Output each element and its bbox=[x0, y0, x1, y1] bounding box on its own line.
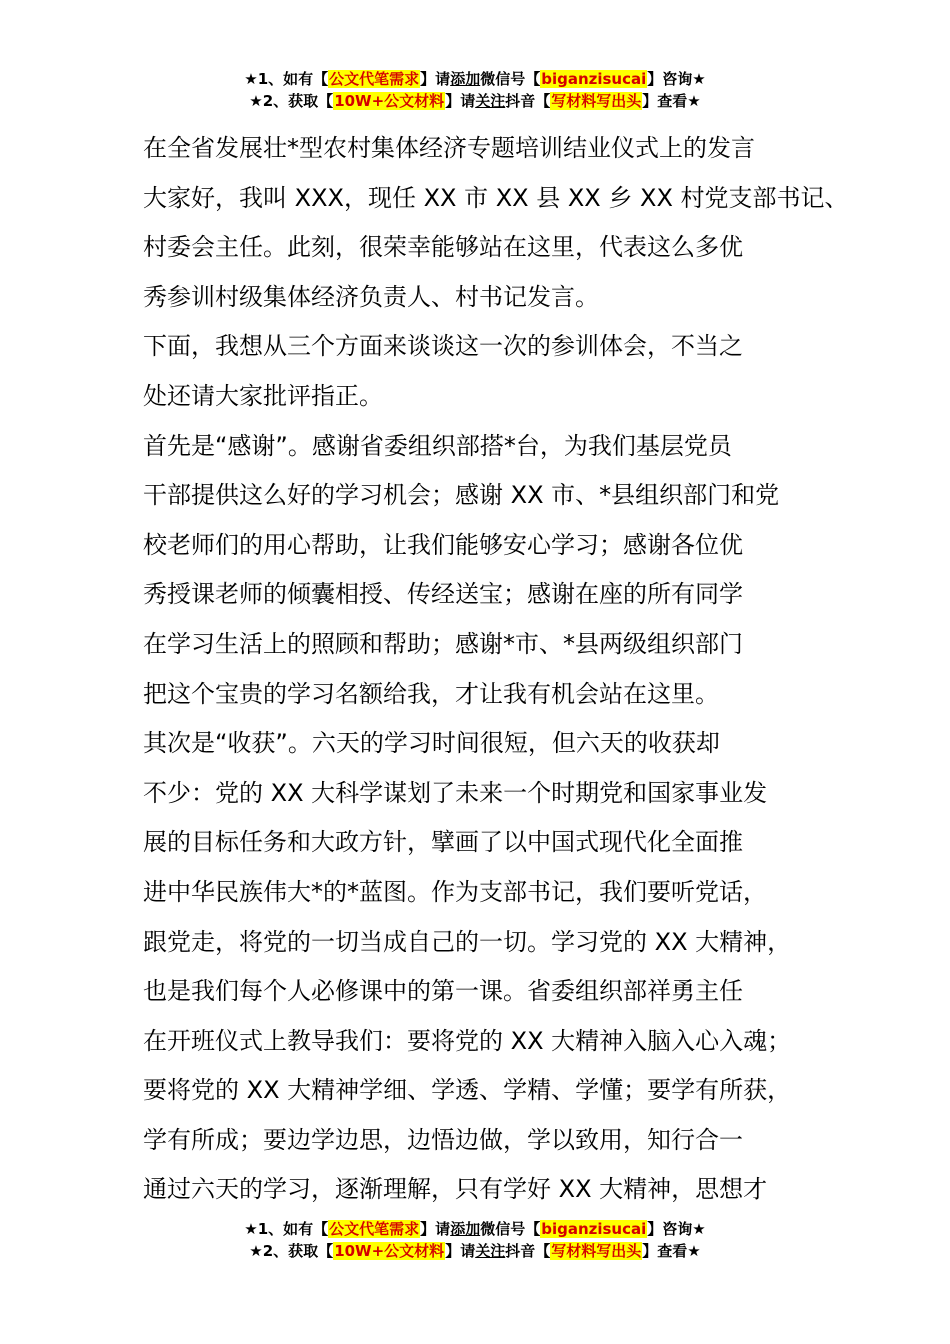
banner-text: 抖音【 bbox=[505, 1242, 551, 1260]
banner-line-1 bbox=[0, 1218, 950, 1240]
banner-text: 】请 bbox=[445, 1242, 476, 1260]
text-line: 进中华民族伟大*的*蓝图。作为支部书记，我们要听党话， bbox=[143, 877, 767, 906]
text-line: 干部提供这么好的学习机会；感谢 XX 市、*县组织部门和党 bbox=[143, 481, 780, 510]
banner-text: ★1、如有【 bbox=[244, 70, 329, 88]
underlined-word: 关注 bbox=[475, 1242, 506, 1260]
underlined-word: 添加 bbox=[450, 1220, 481, 1238]
text-line: 通过六天的学习，逐渐理解，只有学好 XX 大精神，思想才 bbox=[143, 1175, 768, 1204]
text-line: 下面，我想从三个方面来谈谈这一次的参训体会，不当之 bbox=[143, 332, 743, 361]
highlight-wechat-id: biganzisucai bbox=[541, 70, 647, 88]
banner-text: 微信号【 bbox=[480, 70, 541, 88]
text-line: 在开班仪式上教导我们：要将党的 XX 大精神入脑入心入魂； bbox=[143, 1026, 792, 1055]
banner-text: 微信号【 bbox=[480, 1220, 541, 1238]
banner-line-1 bbox=[0, 68, 950, 90]
text-line: 在学习生活上的照顾和帮助；感谢*市、*县两级组织部门 bbox=[143, 629, 743, 658]
underlined-word: 关注 bbox=[475, 92, 506, 110]
banner-text: 】查看★ bbox=[642, 92, 701, 110]
text-line: 秀授课老师的倾囊相授、传经送宝；感谢在座的所有同学 bbox=[143, 580, 743, 609]
text-line: 校老师们的用心帮助，让我们能够安心学习；感谢各位优 bbox=[143, 530, 743, 559]
banner-text: 】咨询★ bbox=[647, 1220, 706, 1238]
highlight-materials: 10W+公文材料 bbox=[334, 1242, 445, 1260]
banner-line-2 bbox=[0, 90, 950, 112]
text-line: 大家好，我叫 XXX，现任 XX 市 XX 县 XX 乡 XX 村党支部书记、 bbox=[143, 183, 849, 212]
highlight-wechat-id: biganzisucai bbox=[541, 1220, 647, 1238]
banner-text: 】请 bbox=[420, 70, 451, 88]
document-body bbox=[143, 124, 849, 1215]
text-line: 秀参训村级集体经济负责人、村书记发言。 bbox=[143, 282, 599, 311]
banner-text: 抖音【 bbox=[505, 92, 551, 110]
text-line: 学有所成；要边学边思，边悟边做，学以致用，知行合一 bbox=[143, 1125, 743, 1154]
banner-line-2 bbox=[0, 1240, 950, 1262]
highlight-materials: 10W+公文材料 bbox=[334, 92, 445, 110]
footer-banner bbox=[0, 1218, 950, 1262]
text-line: 也是我们每个人必修课中的第一课。省委组织部祥勇主任 bbox=[143, 977, 743, 1006]
banner-text: ★2、获取【 bbox=[249, 92, 334, 110]
text-line: 跟党走，将党的一切当成自己的一切。学习党的 XX 大精神， bbox=[143, 927, 792, 956]
banner-text: 】咨询★ bbox=[647, 70, 706, 88]
text-line: 村委会主任。此刻，很荣幸能够站在这里，代表这么多优 bbox=[143, 233, 743, 262]
underlined-word: 添加 bbox=[450, 70, 481, 88]
text-line: 首先是“感谢”。感谢省委组织部搭*台，为我们基层党员 bbox=[143, 431, 732, 460]
text-line: 不少：党的 XX 大科学谋划了未来一个时期党和国家事业发 bbox=[143, 778, 768, 807]
document-title: 在全省发展壮*型农村集体经济专题培训结业仪式上的发言 bbox=[143, 134, 755, 162]
text-line: 其次是“收获”。六天的学习时间很短，但六天的收获却 bbox=[143, 729, 720, 758]
highlight-douyin-id: 写材料写出头 bbox=[551, 1242, 642, 1260]
highlight-service: 公文代笔需求 bbox=[329, 1220, 420, 1238]
banner-text: ★2、获取【 bbox=[249, 1242, 334, 1260]
text-line: 把这个宝贵的学习名额给我，才让我有机会站在这里。 bbox=[143, 679, 719, 708]
banner-text: 】查看★ bbox=[642, 1242, 701, 1260]
banner-text: 】请 bbox=[420, 1220, 451, 1238]
highlight-service: 公文代笔需求 bbox=[329, 70, 420, 88]
text-line: 展的目标任务和大政方针，擘画了以中国式现代化全面推 bbox=[143, 828, 743, 857]
text-line: 处还请大家批评指正。 bbox=[143, 381, 383, 410]
banner-text: ★1、如有【 bbox=[244, 1220, 329, 1238]
header-banner bbox=[0, 68, 950, 112]
highlight-douyin-id: 写材料写出头 bbox=[551, 92, 642, 110]
text-line: 要将党的 XX 大精神学细、学透、学精、学懂；要学有所获， bbox=[143, 1076, 792, 1105]
banner-text: 】请 bbox=[445, 92, 476, 110]
